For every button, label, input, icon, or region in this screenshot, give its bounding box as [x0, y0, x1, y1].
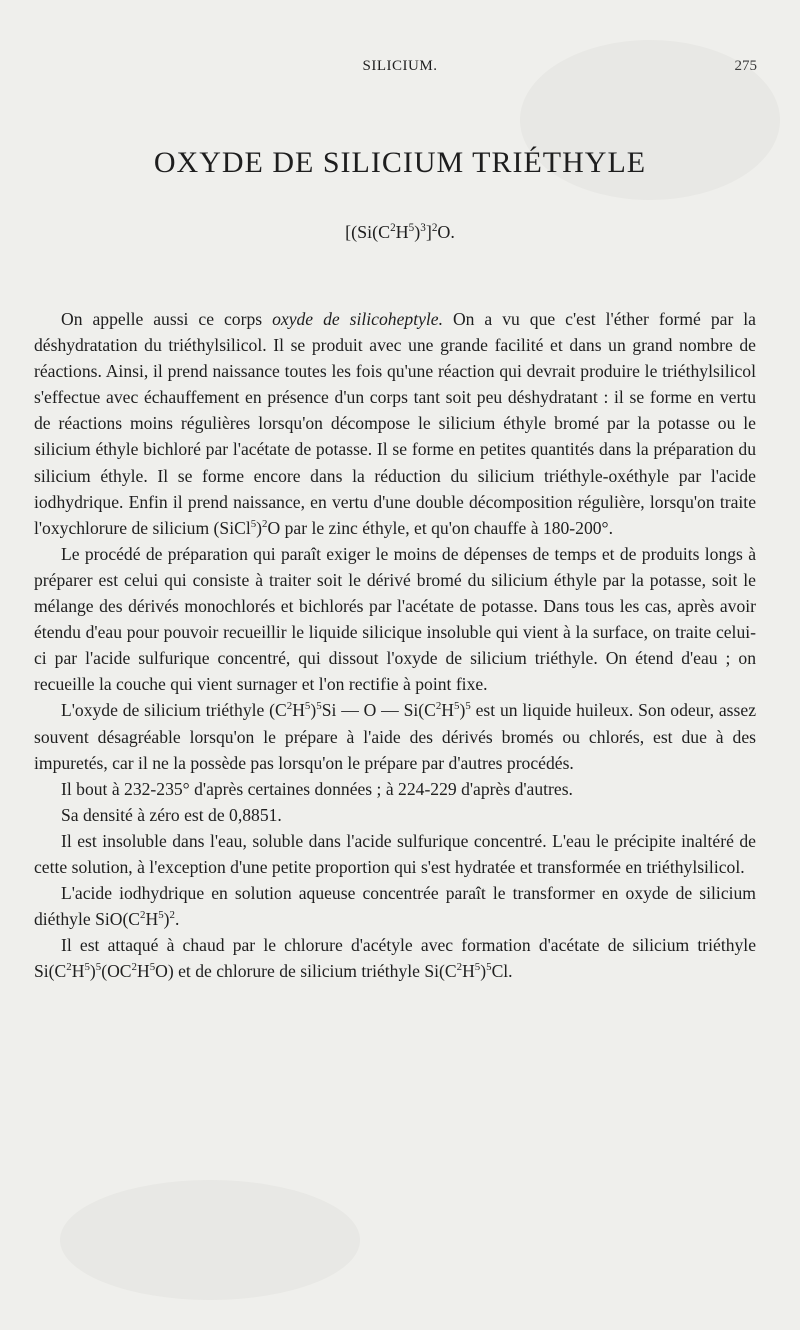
chemical-formula: [$(Si(C^2H^5)^3]^2O$. — [345, 222, 455, 242]
paragraph: Le procédé de préparation qui paraît exiger le moins de dépenses de temps et de produits longs à préparer est celui qui consiste à traiter soit le dérivé bromé du silicium éthyle par la potasse, soit le mélange des dérivés monochlorés et bichlorés par l'acétate de potasse. Dans tous les cas, après avoir étendu d'eau pour pouvoir recueillir le liquide silicique insoluble qui vient à la surface, on traite celui-ci par l'acide sulfurique concentré, qui dissout l'oxyde de silicium triéthyle. On étend d'eau ; on recueille la couche qui vient surnager et l'on rectifie à point fixe. — [34, 543, 756, 695]
paragraph: Il bout à 232-235° d'après certaines données ; à 224-229 d'après d'autres. — [61, 778, 573, 799]
paragraph: Sa densité à zéro est de 0,8851. — [61, 804, 282, 825]
paragraph: L'oxyde de silicium triéthyle $(C^2H^5)^5Si$ — O — $Si(C^2H^5)^5$ est un liquide huileux. Son odeur, assez souvent désagréable lorsqu'on le prépare à l'aide des dérivés bromés ou chlorés, est due à des impuretés, car il ne la possède pas lorsqu'on le prépare par d'autres procédés. — [34, 700, 756, 773]
paragraph: Il est insoluble dans l'eau, soluble dans l'acide sulfurique concentré. L'eau le précipite inaltéré de cette solution, à l'exception d'une petite proportion qui s'est hydratée et transformée en triéthylsilicol. — [34, 830, 756, 877]
running-head — [40, 56, 760, 80]
paragraph: Il est attaqué à chaud par le chlorure d'acétyle avec formation d'acétate de silicium triéthyle $Si(C^2H^5)^5(OC^2H^5O)$ et de chlorure de silicium triéthyle $Si(C^2H^5)^5Cl$. — [34, 935, 756, 982]
body-text — [34, 306, 756, 984]
running-title: SILICIUM. — [362, 58, 438, 74]
page-number: 275 — [734, 58, 757, 74]
chapter-title: OXYDE DE SILICIUM TRIÉTHYLE — [153, 146, 647, 179]
paragraph: On appelle aussi ce corps oxyde de silicoheptyle. On a vu que c'est l'éther formé par la déshydratation du triéthylsilicol. Il se produit avec une grande facilité et dans un grand nombre de réactions. Ainsi, il prend naissance toutes les fois qu'une réaction qui devrait produire le triéthylsilicol s'effectue avec échauffement en présence d'un corps tant soit peu déshydratant : il se forme en vertu de réactions moins régulières lorsqu'on décompose le silicium éthyle bromé par la potasse ou le silicium éthyle bichloré par l'acétate de potasse. Il se forme en petites quantités dans la préparation du silicium éthyle. Il se forme encore dans la réduction du silicium triéthyle-oxéthyle par l'acide iodhydrique. Enfin il prend naissance, en vertu d'une double décomposition régulière, lorsqu'on traite l'oxychlorure de silicium (SiCl$^5$)$^2$O par le zinc éthyle, et qu'on chauffe à 180-200°. — [34, 309, 756, 538]
paper-stain — [60, 1180, 360, 1300]
paragraph: L'acide iodhydrique en solution aqueuse concentrée paraît le transformer en oxyde de silicium diéthyle $SiO(C^2H^5)^2$. — [34, 883, 756, 930]
